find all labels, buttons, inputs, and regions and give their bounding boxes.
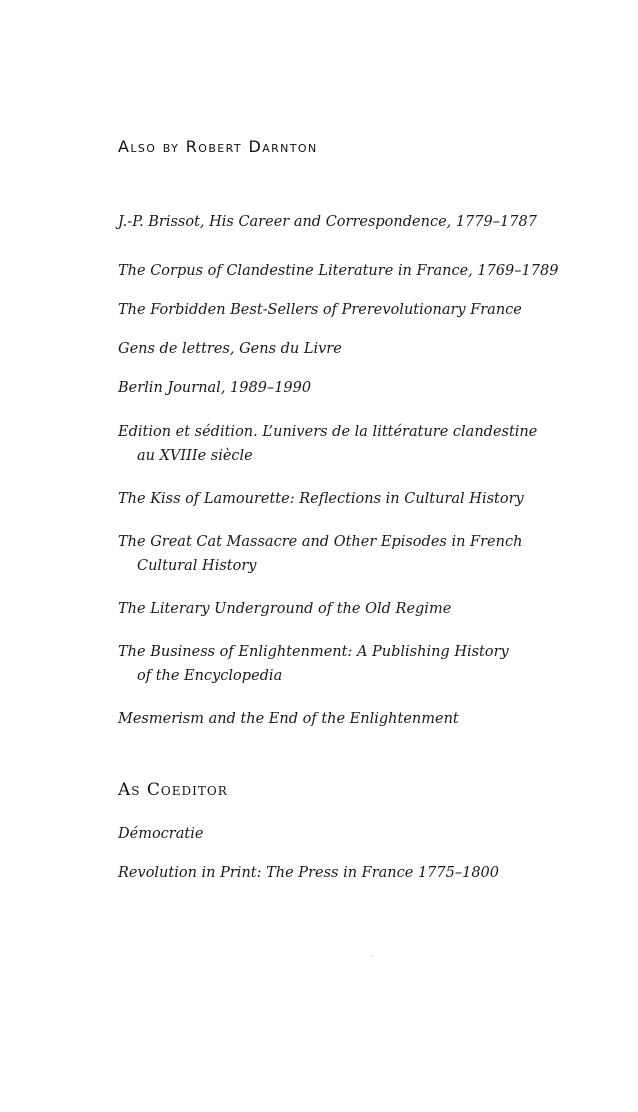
book-entry-5 <box>118 376 558 400</box>
book-title: J.-P. Brissot, His Career and Correspondence, 1779–1787 <box>118 214 537 230</box>
book-title: Gens de lettres, Gens du Livre <box>118 341 342 357</box>
book-entry-3 <box>118 298 558 322</box>
book-title: The Great Cat Massacre and Other Episodes in French <box>118 534 523 550</box>
book-title: The Corpus of Clandestine Literature in France, 1769–1789 <box>118 263 559 279</box>
book-title-continued: au XVIIIe siècle <box>137 448 253 464</box>
coedited-entry-2 <box>118 861 558 885</box>
book-title: Démocratie <box>118 826 204 842</box>
book-title: Edition et sédition. L’univers de la littérature clandestine <box>118 424 538 440</box>
book-entry-8 <box>118 530 558 578</box>
book-entry-1 <box>118 210 558 234</box>
book-title-continued: Cultural History <box>137 558 257 574</box>
book-title: The Business of Enlightenment: A Publishing History <box>118 644 509 660</box>
book-title: The Kiss of Lamourette: Reflections in Cultural History <box>118 491 524 507</box>
book-title: The Literary Underground of the Old Regime <box>118 601 452 617</box>
book-title: Mesmerism and the End of the Enlightenment <box>118 711 459 727</box>
book-entry-11 <box>118 707 558 731</box>
book-entry-9 <box>118 597 558 621</box>
book-title: Berlin Journal, 1989–1990 <box>118 380 312 396</box>
book-entry-7 <box>118 487 558 511</box>
book-entry-4 <box>118 337 558 361</box>
book-entry-10 <box>118 640 558 688</box>
book-title: The Forbidden Best-Sellers of Prerevolutionary France <box>118 302 522 318</box>
book-title: Revolution in Print: The Press in France 1775–1800 <box>118 865 499 881</box>
heading-also-by: Also by Robert Darnton <box>118 137 318 156</box>
book-entry-2 <box>118 259 558 283</box>
heading-as-coeditor: As Coeditor <box>118 780 228 800</box>
book-title-continued: of the Encyclopedia <box>137 668 283 684</box>
book-entry-6 <box>118 420 558 468</box>
coedited-entry-1 <box>118 822 558 846</box>
scan-speck <box>371 955 373 957</box>
